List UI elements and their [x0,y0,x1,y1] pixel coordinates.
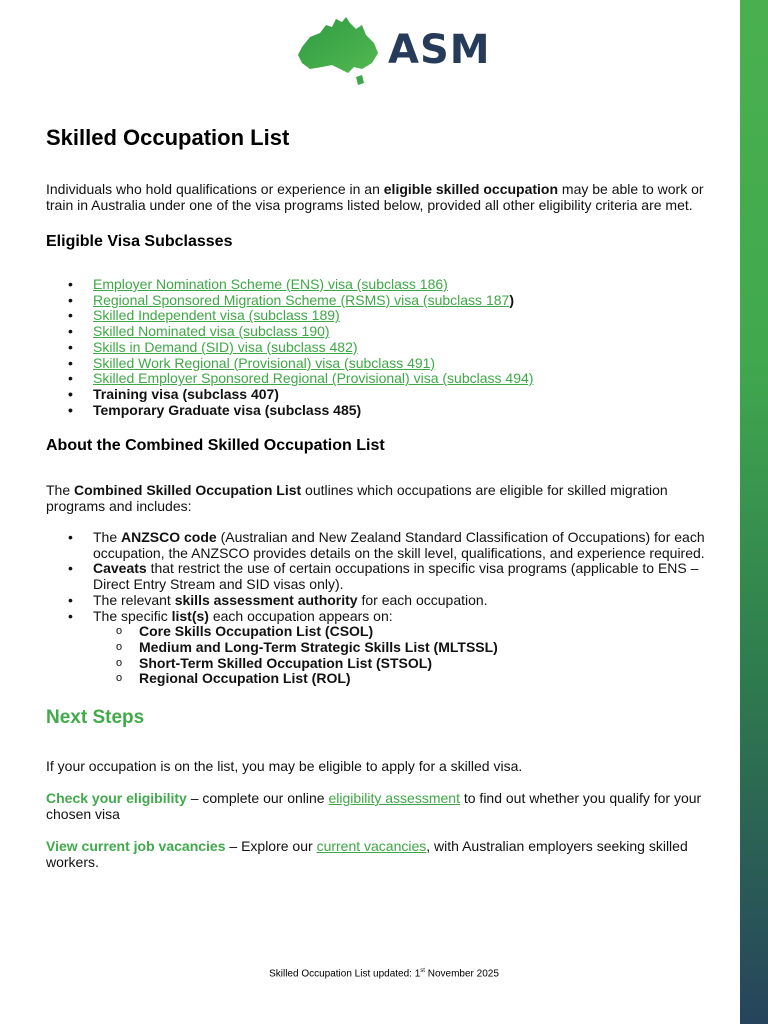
check-eligibility-label: Check your eligibility [46,790,187,806]
about-item-caveats [46,561,716,592]
about-item-anzsco [46,530,716,561]
asm-logo[interactable] [296,13,491,87]
visa-link-482[interactable]: Skills in Demand (SID) visa (subclass 482) [93,338,358,355]
about-item-lists [46,609,716,688]
about-intro-text-1: The [46,482,75,498]
check-eligibility-mid: – complete our online [186,790,329,806]
visa-link-187[interactable]: Regional Sponsored Migration Scheme (RSMS) visa (subclass 187 [93,291,510,308]
sub-list-item-rol: o Regional Occupation List (ROL) [46,671,716,687]
about-item-pre: The specific [93,607,172,624]
job-vacancies-post: , with Australian employers seeking skilled workers. [46,838,688,870]
visa-link-189[interactable]: Skilled Independent visa (subclass 189) [93,307,340,324]
job-vacancies-paragraph [46,838,716,870]
about-item-bold: ANZSCO code [121,529,217,545]
sub-list-item-stsol: o Short-Term Skilled Occupation List (STSOL) [46,656,716,672]
about-item-bold: skills assessment authority [174,591,358,608]
australia-map-icon [296,13,382,87]
about-intro-bold: Combined Skilled Occupation List [74,482,302,498]
intro-paragraph [46,181,716,213]
intro-text-1: Individuals who hold qualifications or experience in an [46,181,384,197]
visa-item-407: • Training visa (subclass 407) [46,387,726,403]
about-item-bold: Caveats [93,560,147,577]
sub-list-item-csol: o Core Skills Occupation List (CSOL) [46,624,716,640]
next-steps-intro: If your occupation is on the list, you may be eligible to apply for a skilled visa. [46,758,523,774]
list-item [46,293,726,309]
next-steps-heading: Next Steps [46,707,145,728]
about-intro-text-2: outlines which occupations are eligible for skilled migration programs and includes: [46,482,668,514]
job-vacancies-label: View current job vacancies [46,838,226,854]
logo-text: ASM [388,27,491,73]
about-item-post: (Australian and New Zealand Standard Classification of Occupations) for each occupation, the ANZSCO provides details on the skill level, qualifications, and experience required. [93,529,705,561]
about-item-pre: The relevant [93,591,175,608]
about-heading: About the Combined Skilled Occupation List [46,437,385,454]
sub-list-item-mltssl: o Medium and Long-Term Strategic Skills List (MLTSSL) [46,640,716,656]
job-vacancies-mid: – Explore our [225,838,317,854]
page-title: Skilled Occupation List [46,125,290,150]
list-item [46,277,726,293]
visa-item-485: • Temporary Graduate visa (subclass 485) [46,403,726,419]
visa-link-187-suffix: ) [509,291,514,308]
list-item [46,308,726,324]
check-eligibility-post: to find out whether you qualify for your chosen visa [46,790,702,822]
visa-list [46,277,726,418]
visa-link-494[interactable]: Skilled Employer Sponsored Regional (Provisional) visa (subclass 494) [93,370,534,387]
footer-updated-note [0,968,768,979]
list-item [46,356,726,372]
eligible-visas-heading: Eligible Visa Subclasses [46,233,233,250]
visa-link-190[interactable]: Skilled Nominated visa (subclass 190) [93,323,330,340]
current-vacancies-link[interactable]: current vacancies [316,838,427,854]
about-item-post: each occupation appears on: [208,607,393,624]
list-item [46,340,726,356]
visa-link-186[interactable]: Employer Nomination Scheme (ENS) visa (subclass 186) [93,276,448,292]
about-item-bold: list(s) [171,607,209,624]
about-item-authority [46,593,716,609]
eligibility-assessment-link[interactable]: eligibility assessment [328,790,460,806]
check-eligibility-paragraph [46,790,716,822]
about-intro-paragraph [46,482,716,514]
side-gradient-bar [740,0,768,1024]
footer-sup: st [420,968,425,974]
about-item-post: that restrict the use of certain occupations in specific visa programs (applicable to ENS – Direct Entry Stream and SID visas only). [93,560,699,593]
intro-bold: eligible skilled occupation [383,181,559,197]
footer-text-pre: Skilled Occupation List updated: 1 [269,968,421,980]
list-item [46,324,726,340]
about-item-post: for each occupation. [357,591,488,608]
footer-text-post: November 2025 [424,968,499,980]
intro-text-2: may be able to work or train in Australia under one of the visa programs listed below, provided all other eligibility criteria are met. [46,181,704,213]
visa-link-491[interactable]: Skilled Work Regional (Provisional) visa (subclass 491) [93,354,436,371]
about-list [46,530,716,687]
occupation-lists [93,624,716,687]
about-item-pre: The [93,529,122,545]
list-item [46,371,726,387]
